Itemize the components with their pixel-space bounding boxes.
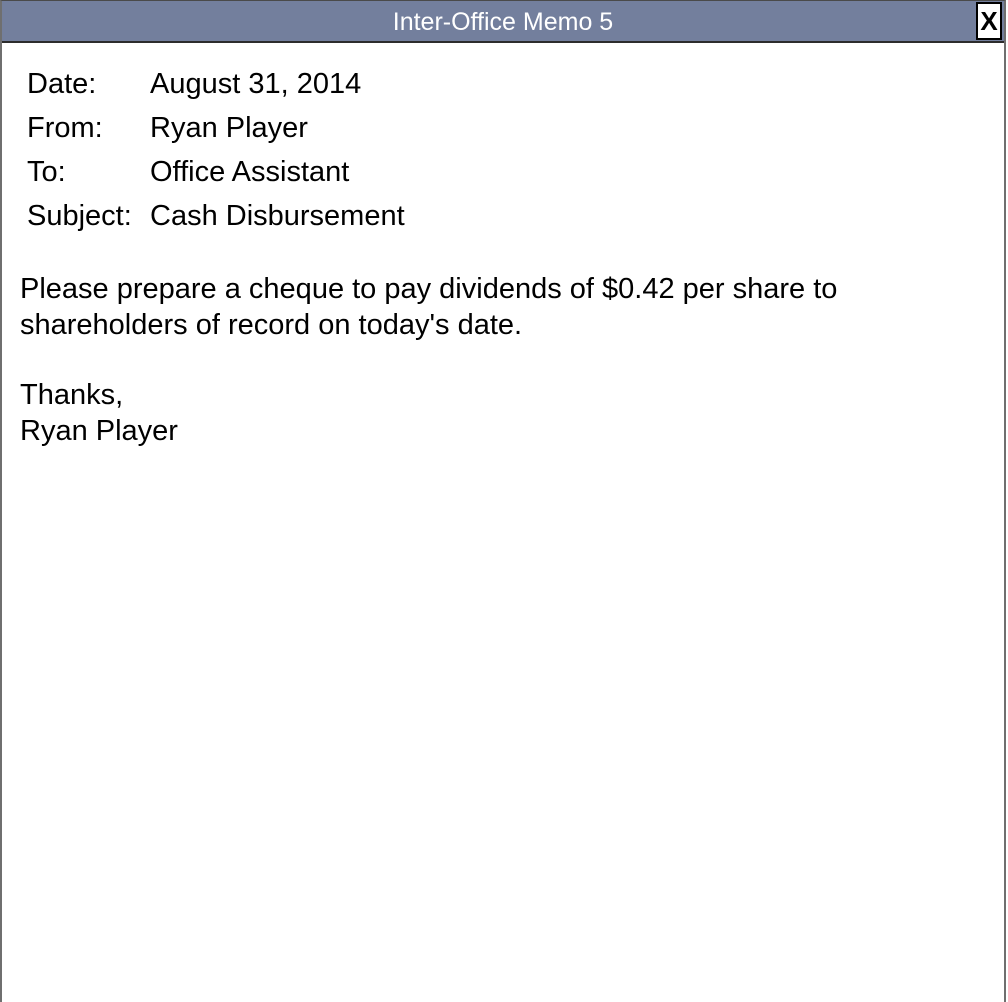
memo-body: Please prepare a cheque to pay dividends of $0.42 per share to shareholders of record on today's date. [20, 273, 838, 341]
memo-signature: Ryan Player [20, 415, 178, 447]
window-title: Inter-Office Memo 5 [392, 8, 614, 36]
to-row [27, 153, 405, 197]
memo-headers [27, 65, 405, 241]
date-label: Date: [27, 68, 97, 100]
subject-label: Subject: [27, 200, 132, 232]
date-value: August 31, 2014 [150, 68, 362, 100]
from-value: Ryan Player [150, 112, 308, 144]
title-bar [2, 1, 1004, 43]
memo-closing: Thanks, [20, 379, 124, 411]
to-label: To: [27, 156, 66, 188]
to-value: Office Assistant [150, 156, 350, 188]
from-label: From: [27, 112, 103, 144]
from-row [27, 109, 405, 153]
subject-row [27, 197, 405, 241]
subject-value: Cash Disbursement [150, 200, 405, 232]
memo-content [20, 43, 986, 1002]
memo-closing-block [20, 377, 178, 449]
date-row [27, 65, 405, 109]
close-button[interactable]: X [976, 2, 1002, 40]
